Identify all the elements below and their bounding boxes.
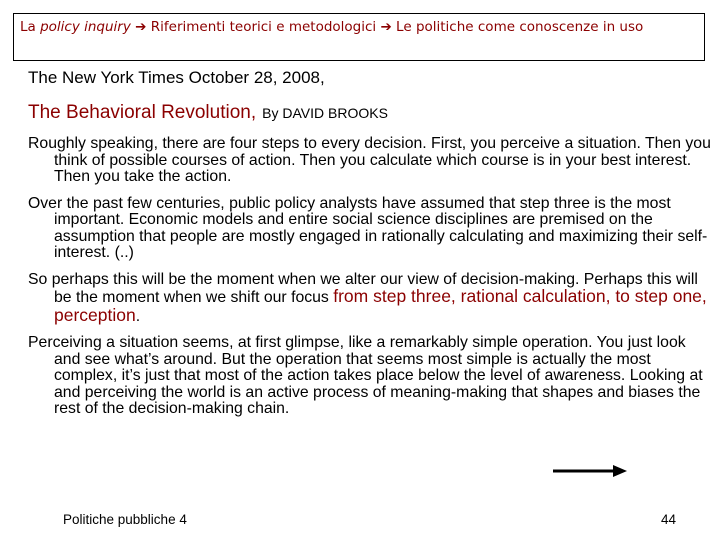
breadcrumb (13, 13, 705, 61)
paragraph-4: Perceiving a situation seems, at first glimpse, like a remarkably simple operation. You just look and see what’s around. But the operation that seems most simple is actually the most complex, it’s just that most of the action takes place below the level of awareness. Looking at and perceiving the world is an active process of meaning-making that shapes and biases the rest of the decision-making chain. (28, 334, 703, 417)
article-title: The Behavioral Revolution, (28, 102, 257, 123)
article-byline: By DAVID BROOKS (262, 105, 388, 121)
slide-content (28, 68, 712, 428)
breadcrumb-italic: policy inquiry (40, 19, 131, 35)
arrow-icon: ➔ (135, 19, 147, 35)
right-arrow-icon (553, 464, 627, 478)
paragraph-3-end: . (135, 307, 141, 325)
article-headline (28, 102, 712, 124)
paragraph-3-highlight: from step three, rational calculation, to step one, perception (54, 286, 707, 325)
breadcrumb-part-1: La (20, 19, 41, 35)
paragraph-1: Roughly speaking, there are four steps to every decision. First, you perceive a situation. Then you think of possible courses of action. Then you calculate which course is in your best interest. Then you take the action. (28, 135, 711, 185)
arrow-icon: ➔ (380, 19, 392, 35)
breadcrumb-part-3: Le politiche come conoscenze in uso (391, 19, 644, 35)
page-number: 44 (661, 512, 677, 527)
paragraph-3 (28, 272, 712, 326)
source-line: The New York Times October 28, 2008, (28, 68, 325, 87)
paragraph-3-start: So perhaps this will be the moment when we alter our view of decision-making. Perhaps this will be the moment when we shift our focus (28, 270, 698, 306)
paragraph-2: Over the past few centuries, public policy analysts have assumed that step three is the most important. Economic models and entire social science disciplines are premised on the assumption that people are mostly engaged in rationally calculating and maximizing their self-interest. (..) (28, 194, 708, 261)
breadcrumb-part-2: Riferimenti teorici e metodologici (146, 19, 381, 35)
footer-course: Politiche pubbliche 4 (63, 512, 187, 527)
